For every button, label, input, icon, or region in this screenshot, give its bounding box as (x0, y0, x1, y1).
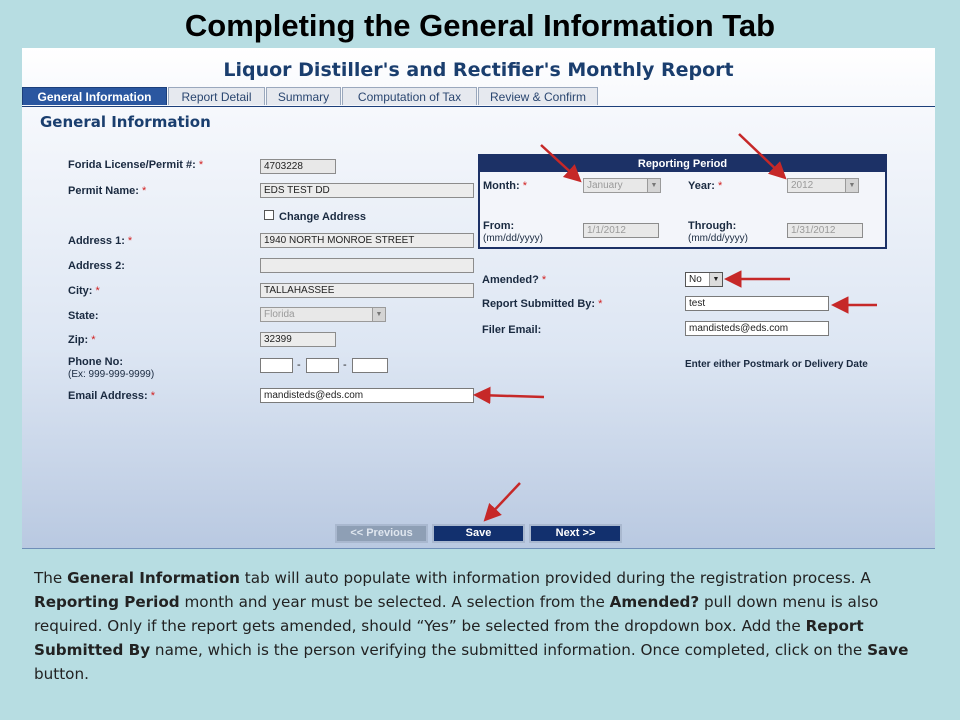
tab-general-information[interactable]: General Information (22, 87, 167, 105)
from-hint: (mm/dd/yyyy) (483, 233, 543, 244)
slide-title: Completing the General Information Tab (184, 8, 776, 43)
change-address-checkbox[interactable] (264, 210, 274, 220)
through-label: Through: (688, 220, 737, 232)
app-window (22, 48, 935, 549)
license-field[interactable]: 4703228 (260, 159, 336, 174)
address1-field[interactable]: 1940 NORTH MONROE STREET (260, 233, 474, 248)
phone-hint: (Ex: 999-999-9999) (68, 369, 155, 380)
year-label: Year: * (688, 180, 723, 192)
amended-select[interactable] (685, 272, 723, 287)
tab-summary[interactable]: Summary (266, 87, 341, 105)
zip-field[interactable]: 32399 (260, 332, 336, 347)
submitted-by-label: Report Submitted By: * (482, 298, 603, 310)
chevron-down-icon: ▼ (647, 179, 660, 192)
previous-button[interactable]: << Previous (335, 524, 428, 543)
year-select[interactable] (787, 178, 859, 193)
phone-separator: - (343, 359, 347, 371)
instructions-text: The General Information tab will auto populate with information provided during the registration process. A Reporting Period month and year must be selected. A selection from the Amended? pull down menu is also required. Only if the report gets amended, should “Yes” be selected from the dropdown box. Add the Report Submitted By name, which is the person verifying the submitted information. Once completed, click on the Save button. (34, 569, 909, 683)
address1-label: Address 1: * (68, 235, 133, 247)
app-title: Liquor Distiller's and Rectifier's Monthly Report (223, 59, 734, 81)
phone-area-field[interactable] (260, 358, 293, 373)
tab-report-detail[interactable]: Report Detail (168, 87, 265, 105)
city-field[interactable]: TALLAHASSEE (260, 283, 474, 298)
year-select-value: 2012 (791, 180, 814, 191)
city-label: City: * (68, 285, 100, 297)
tab-review-confirm[interactable]: Review & Confirm (478, 87, 598, 105)
amended-select-value: No (689, 274, 702, 285)
through-date-field[interactable]: 1/31/2012 (787, 223, 863, 238)
section-title: General Information (40, 113, 211, 131)
phone-label: Phone No: (68, 356, 123, 368)
chevron-down-icon: ▼ (709, 273, 722, 286)
address2-field[interactable] (260, 258, 474, 273)
permit-name-label: Permit Name: * (68, 185, 147, 197)
phone-separator: - (297, 359, 301, 371)
permit-name-field[interactable]: EDS TEST DD (260, 183, 474, 198)
filer-email-label: Filer Email: (482, 324, 542, 336)
reporting-period-header: Reporting Period (480, 156, 885, 172)
state-label: State: (68, 310, 99, 322)
through-hint: (mm/dd/yyyy) (688, 233, 748, 244)
month-select[interactable] (583, 178, 661, 193)
zip-label: Zip: * (68, 334, 96, 346)
filer-email-field[interactable]: mandisteds@eds.com (685, 321, 829, 336)
next-button[interactable]: Next >> (529, 524, 622, 543)
license-label: Forida License/Permit #: * (68, 159, 204, 171)
reporting-period-panel (478, 154, 887, 249)
from-label: From: (483, 220, 515, 232)
submitted-by-field[interactable]: test (685, 296, 829, 311)
tab-computation-of-tax[interactable]: Computation of Tax (342, 87, 477, 105)
from-date-field[interactable]: 1/1/2012 (583, 223, 659, 238)
chevron-down-icon: ▼ (845, 179, 858, 192)
change-address-label: Change Address (279, 211, 367, 223)
state-select[interactable] (260, 307, 386, 322)
save-button[interactable]: Save (432, 524, 525, 543)
chevron-down-icon: ▼ (372, 308, 385, 321)
amended-label: Amended? * (482, 274, 547, 286)
postmark-note: Enter either Postmark or Delivery Date (685, 359, 868, 370)
phone-prefix-field[interactable] (306, 358, 339, 373)
phone-line-field[interactable] (352, 358, 388, 373)
tab-bar (22, 87, 935, 107)
month-label: Month: * (483, 180, 527, 192)
state-select-value: Florida (264, 309, 295, 320)
email-label: Email Address: * (68, 390, 156, 402)
month-select-value: January (587, 180, 623, 191)
email-field[interactable]: mandisteds@eds.com (260, 388, 474, 403)
address2-label: Address 2: (68, 260, 125, 272)
